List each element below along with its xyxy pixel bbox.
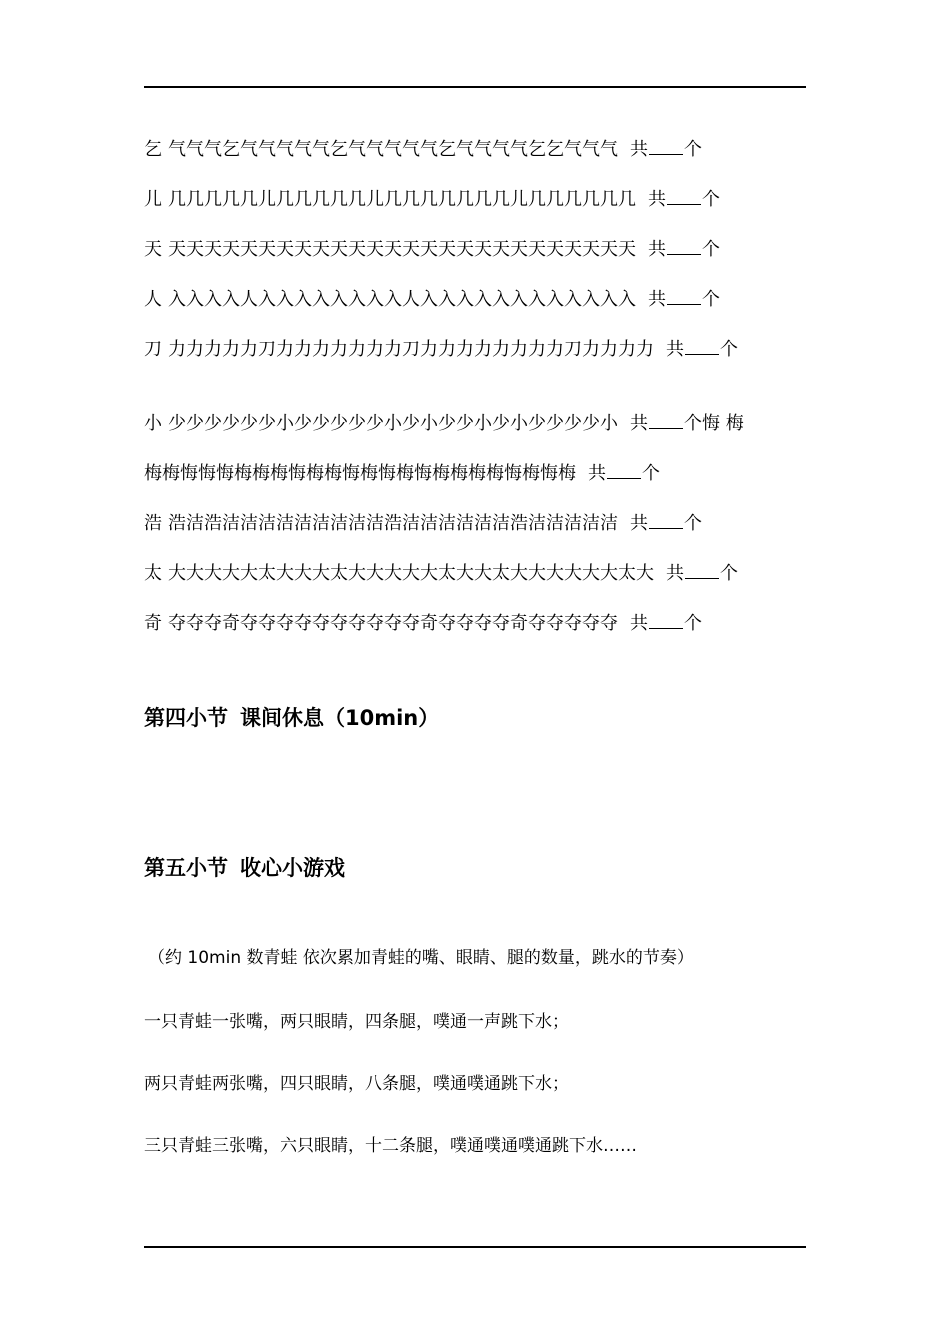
row-body: 几几几几几儿几几几几几儿几几几几几几几儿几几几几几几 xyxy=(168,189,636,210)
row-body: 气气气乞气气气气气乞气气气气气乞气气气气乞乞气气气 xyxy=(168,139,618,160)
row-lead: 小 xyxy=(144,413,162,434)
count-label: 共 xyxy=(648,189,666,210)
row-body: 梅梅悔悔悔梅梅梅悔梅梅悔梅悔梅悔梅梅梅梅悔梅悔梅 xyxy=(144,463,576,484)
game-note: （约 10min 数青蛙 依次累加青蛙的嘴、眼睛、腿的数量，跳水的节奏） xyxy=(148,948,694,968)
answer-blank[interactable] xyxy=(607,463,641,479)
row-lead: 刀 xyxy=(144,339,162,360)
count-row xyxy=(144,338,738,362)
row-body: 少少少少少少小少少少少少小少小少少小少小少少少少小 xyxy=(168,413,618,434)
count-label: 共 xyxy=(666,339,684,360)
answer-blank[interactable] xyxy=(667,189,701,205)
row-body: 力力力力力刀力力力力力力力刀力力力力力力力力刀力力力力 xyxy=(168,339,654,360)
answer-blank[interactable] xyxy=(685,339,719,355)
row-lead: 太 xyxy=(144,563,162,584)
answer-blank[interactable] xyxy=(685,563,719,579)
count-row xyxy=(144,462,660,486)
count-suffix: 个 xyxy=(702,189,720,210)
count-suffix: 个 xyxy=(702,289,720,310)
verse-line: 一只青蛙一张嘴，两只眼睛，四条腿，噗通一声跳下水； xyxy=(144,1012,569,1032)
row-lead: 人 xyxy=(144,289,162,310)
row-lead: 乞 xyxy=(144,139,162,160)
count-row xyxy=(144,138,702,162)
row-body: 浩洁浩洁洁洁洁洁洁洁洁洁浩洁洁洁洁洁洁浩洁洁洁洁洁 xyxy=(168,513,618,534)
row-lead: 天 xyxy=(144,239,162,260)
count-label: 共 xyxy=(666,563,684,584)
count-row xyxy=(144,188,720,212)
row-body: 大大大大大太大大大太大大大大大太大大太大大大大大大太大 xyxy=(168,563,654,584)
count-label: 共 xyxy=(630,413,648,434)
row-lead: 浩 xyxy=(144,513,162,534)
answer-blank[interactable] xyxy=(649,513,683,529)
count-row xyxy=(144,238,720,262)
count-suffix: 个 xyxy=(684,613,702,634)
count-suffix: 个 xyxy=(642,463,660,484)
count-label: 共 xyxy=(648,239,666,260)
count-row xyxy=(144,288,720,312)
section-title: 第五小节 xyxy=(144,856,228,880)
count-row xyxy=(144,412,744,436)
header-rule xyxy=(144,86,806,88)
answer-blank[interactable] xyxy=(649,413,683,429)
row-body: 天天天天天天天天天天天天天天天天天天天天天天天天天天 xyxy=(168,239,636,260)
row-trail: 悔 梅 xyxy=(702,413,744,434)
count-label: 共 xyxy=(648,289,666,310)
section-heading xyxy=(144,854,345,882)
footer-rule xyxy=(144,1246,806,1248)
section-title: 第四小节 xyxy=(144,706,228,730)
answer-blank[interactable] xyxy=(649,613,683,629)
count-suffix: 个 xyxy=(720,339,738,360)
count-label: 共 xyxy=(630,513,648,534)
count-label: 共 xyxy=(588,463,606,484)
count-label: 共 xyxy=(630,139,648,160)
verse-line: 两只青蛙两张嘴，四只眼睛，八条腿，噗通噗通跳下水； xyxy=(144,1074,569,1094)
count-suffix: 个 xyxy=(684,139,702,160)
answer-blank[interactable] xyxy=(649,139,683,155)
answer-blank[interactable] xyxy=(667,239,701,255)
count-row xyxy=(144,612,702,636)
section-heading xyxy=(144,704,439,732)
row-lead: 奇 xyxy=(144,613,162,634)
count-suffix: 个 xyxy=(684,413,702,434)
count-row xyxy=(144,512,702,536)
count-label: 共 xyxy=(630,613,648,634)
row-body: 夺夺夺奇夺夺夺夺夺夺夺夺夺夺奇夺夺夺夺奇夺夺夺夺夺 xyxy=(168,613,618,634)
count-suffix: 个 xyxy=(702,239,720,260)
section-subtitle: 收心小游戏 xyxy=(240,856,345,880)
answer-blank[interactable] xyxy=(667,289,701,305)
section-subtitle: 课间休息（10min） xyxy=(240,706,440,730)
row-body: 入入入入人入入入入入入入入人入入入入入入入入入入入入 xyxy=(168,289,636,310)
count-row xyxy=(144,562,738,586)
verse-line: 三只青蛙三张嘴，六只眼睛，十二条腿，噗通噗通噗通跳下水…… xyxy=(144,1136,637,1156)
count-suffix: 个 xyxy=(684,513,702,534)
row-lead: 儿 xyxy=(144,189,162,210)
count-suffix: 个 xyxy=(720,563,738,584)
